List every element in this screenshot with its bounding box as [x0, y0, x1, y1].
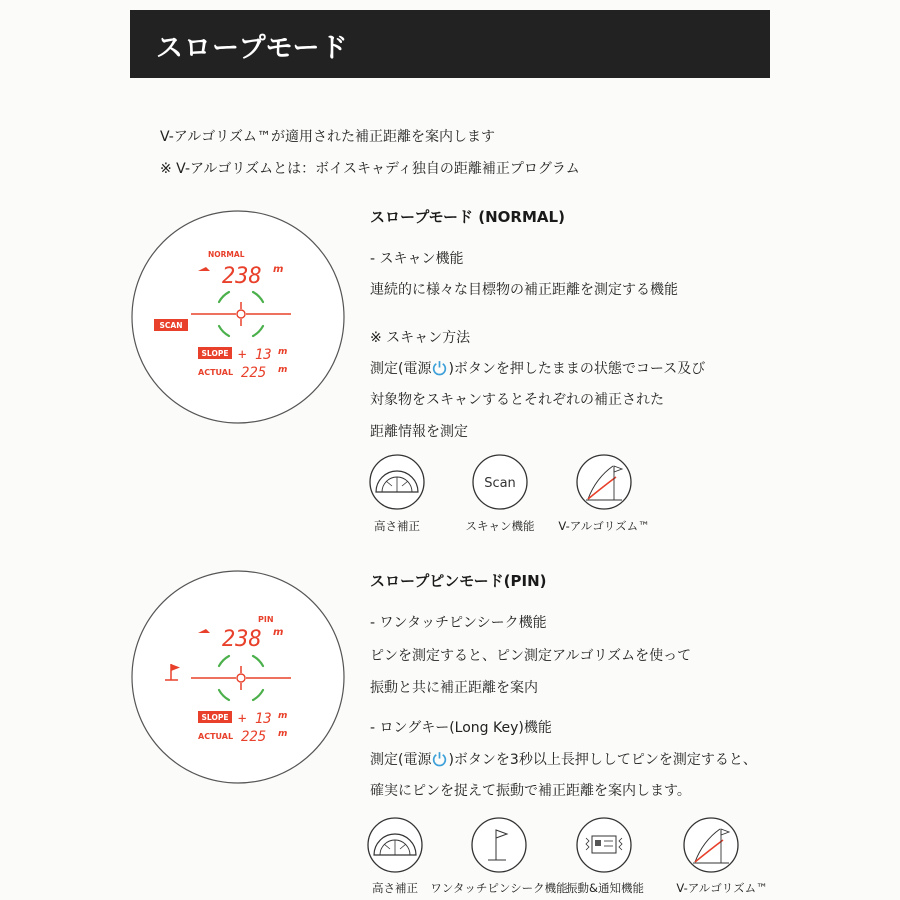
- normal-actual-unit: m: [278, 365, 288, 375]
- pin-icon-label-pinseek: ワンタッチピンシーク機能: [430, 881, 568, 895]
- pin-section-title: スロープピンモード(PIN): [370, 572, 547, 590]
- pin-feature2-heading: - ロングキー(Long Key)機能: [370, 720, 552, 736]
- pin-distance-value: 238: [222, 627, 262, 652]
- pin-slope-value: + 13: [238, 711, 272, 727]
- normal-scope-display: [132, 211, 344, 423]
- v-algorithm-icon: [577, 455, 631, 509]
- pin-actual-value: 225: [241, 729, 267, 745]
- pin-icon-label-vibration: 振動&通知機能: [566, 881, 644, 895]
- flag-icon: [472, 818, 526, 872]
- normal-distance-value: 238: [222, 264, 262, 289]
- v-algorithm-icon: [684, 818, 738, 872]
- power-icon: [431, 750, 448, 767]
- normal-slope-unit: m: [278, 347, 288, 357]
- vibration-icon: [577, 818, 631, 872]
- pin-icon-row: [368, 818, 738, 872]
- power-icon: [431, 359, 448, 376]
- pin-feature1-line-2: 振動と共に補正距離を案内: [370, 680, 538, 696]
- pin-feature2-line-2: 確実にピンを捉えて振動で補正距離を案内します。: [370, 783, 691, 799]
- pin-scope-circle: [132, 571, 344, 783]
- normal-method-line-1: 測定(電源 )ボタンを押したままの状態でコース及び: [370, 361, 706, 377]
- pin-feature1-line-1: ピンを測定すると、ピン測定アルゴリズムを使って: [370, 648, 692, 664]
- page-title: スロープモード: [156, 33, 349, 64]
- normal-method-line-2: 対象物をスキャンするとそれぞれの補正された: [370, 392, 664, 408]
- pin-feature1-heading: - ワンタッチピンシーク機能: [370, 615, 547, 631]
- normal-feature-heading: - スキャン機能: [370, 251, 464, 267]
- normal-feature-desc: 連続的に様々な目標物の補正距離を測定する機能: [370, 282, 678, 298]
- protractor-icon: [368, 818, 422, 872]
- normal-icon-label-height: 高さ補正: [374, 519, 420, 533]
- pin-distance-unit: m: [273, 627, 284, 638]
- pin-mode-label: PIN: [258, 615, 274, 624]
- normal-method-line-3: 距離情報を測定: [370, 424, 468, 440]
- pin-scope-display: [132, 571, 344, 783]
- scan-icon: [473, 455, 527, 509]
- pin-slope-badge-label: SLOPE: [201, 713, 229, 722]
- normal-slope-badge-label: SLOPE: [201, 349, 229, 358]
- pin-icon-label-valgo: V-アルゴリズム™: [676, 881, 768, 895]
- normal-method-heading: ※ スキャン方法: [370, 330, 471, 346]
- intro-line-1: V-アルゴリズム™が適用された補正距離を案内します: [160, 129, 495, 145]
- normal-icon-label-scan: スキャン機能: [465, 519, 535, 533]
- pin-icon-label-height: 高さ補正: [372, 881, 418, 895]
- normal-section-title: スロープモード (NORMAL): [370, 208, 565, 226]
- scan-badge-label: SCAN: [159, 321, 183, 330]
- normal-icon-label-valgo: V-アルゴリズム™: [558, 519, 650, 533]
- normal-actual-label: ACTUAL: [198, 368, 234, 377]
- pin-actual-label: ACTUAL: [198, 732, 234, 741]
- pin-actual-unit: m: [278, 729, 288, 739]
- normal-slope-value: + 13: [238, 347, 272, 363]
- pin-slope-unit: m: [278, 711, 288, 721]
- intro-line-2: ※ V-アルゴリズムとは：ボイスキャディ独自の距離補正プログラム: [160, 161, 580, 177]
- protractor-icon: [370, 455, 424, 509]
- pin-feature2-line-1: 測定(電源 )ボタンを3秒以上長押ししてピンを測定すると、: [370, 752, 757, 768]
- normal-icon-row: [370, 455, 631, 509]
- normal-distance-unit: m: [273, 264, 284, 275]
- normal-mode-label: NORMAL: [208, 250, 245, 259]
- scan-icon-text: Scan: [484, 476, 516, 491]
- normal-actual-value: 225: [241, 365, 267, 381]
